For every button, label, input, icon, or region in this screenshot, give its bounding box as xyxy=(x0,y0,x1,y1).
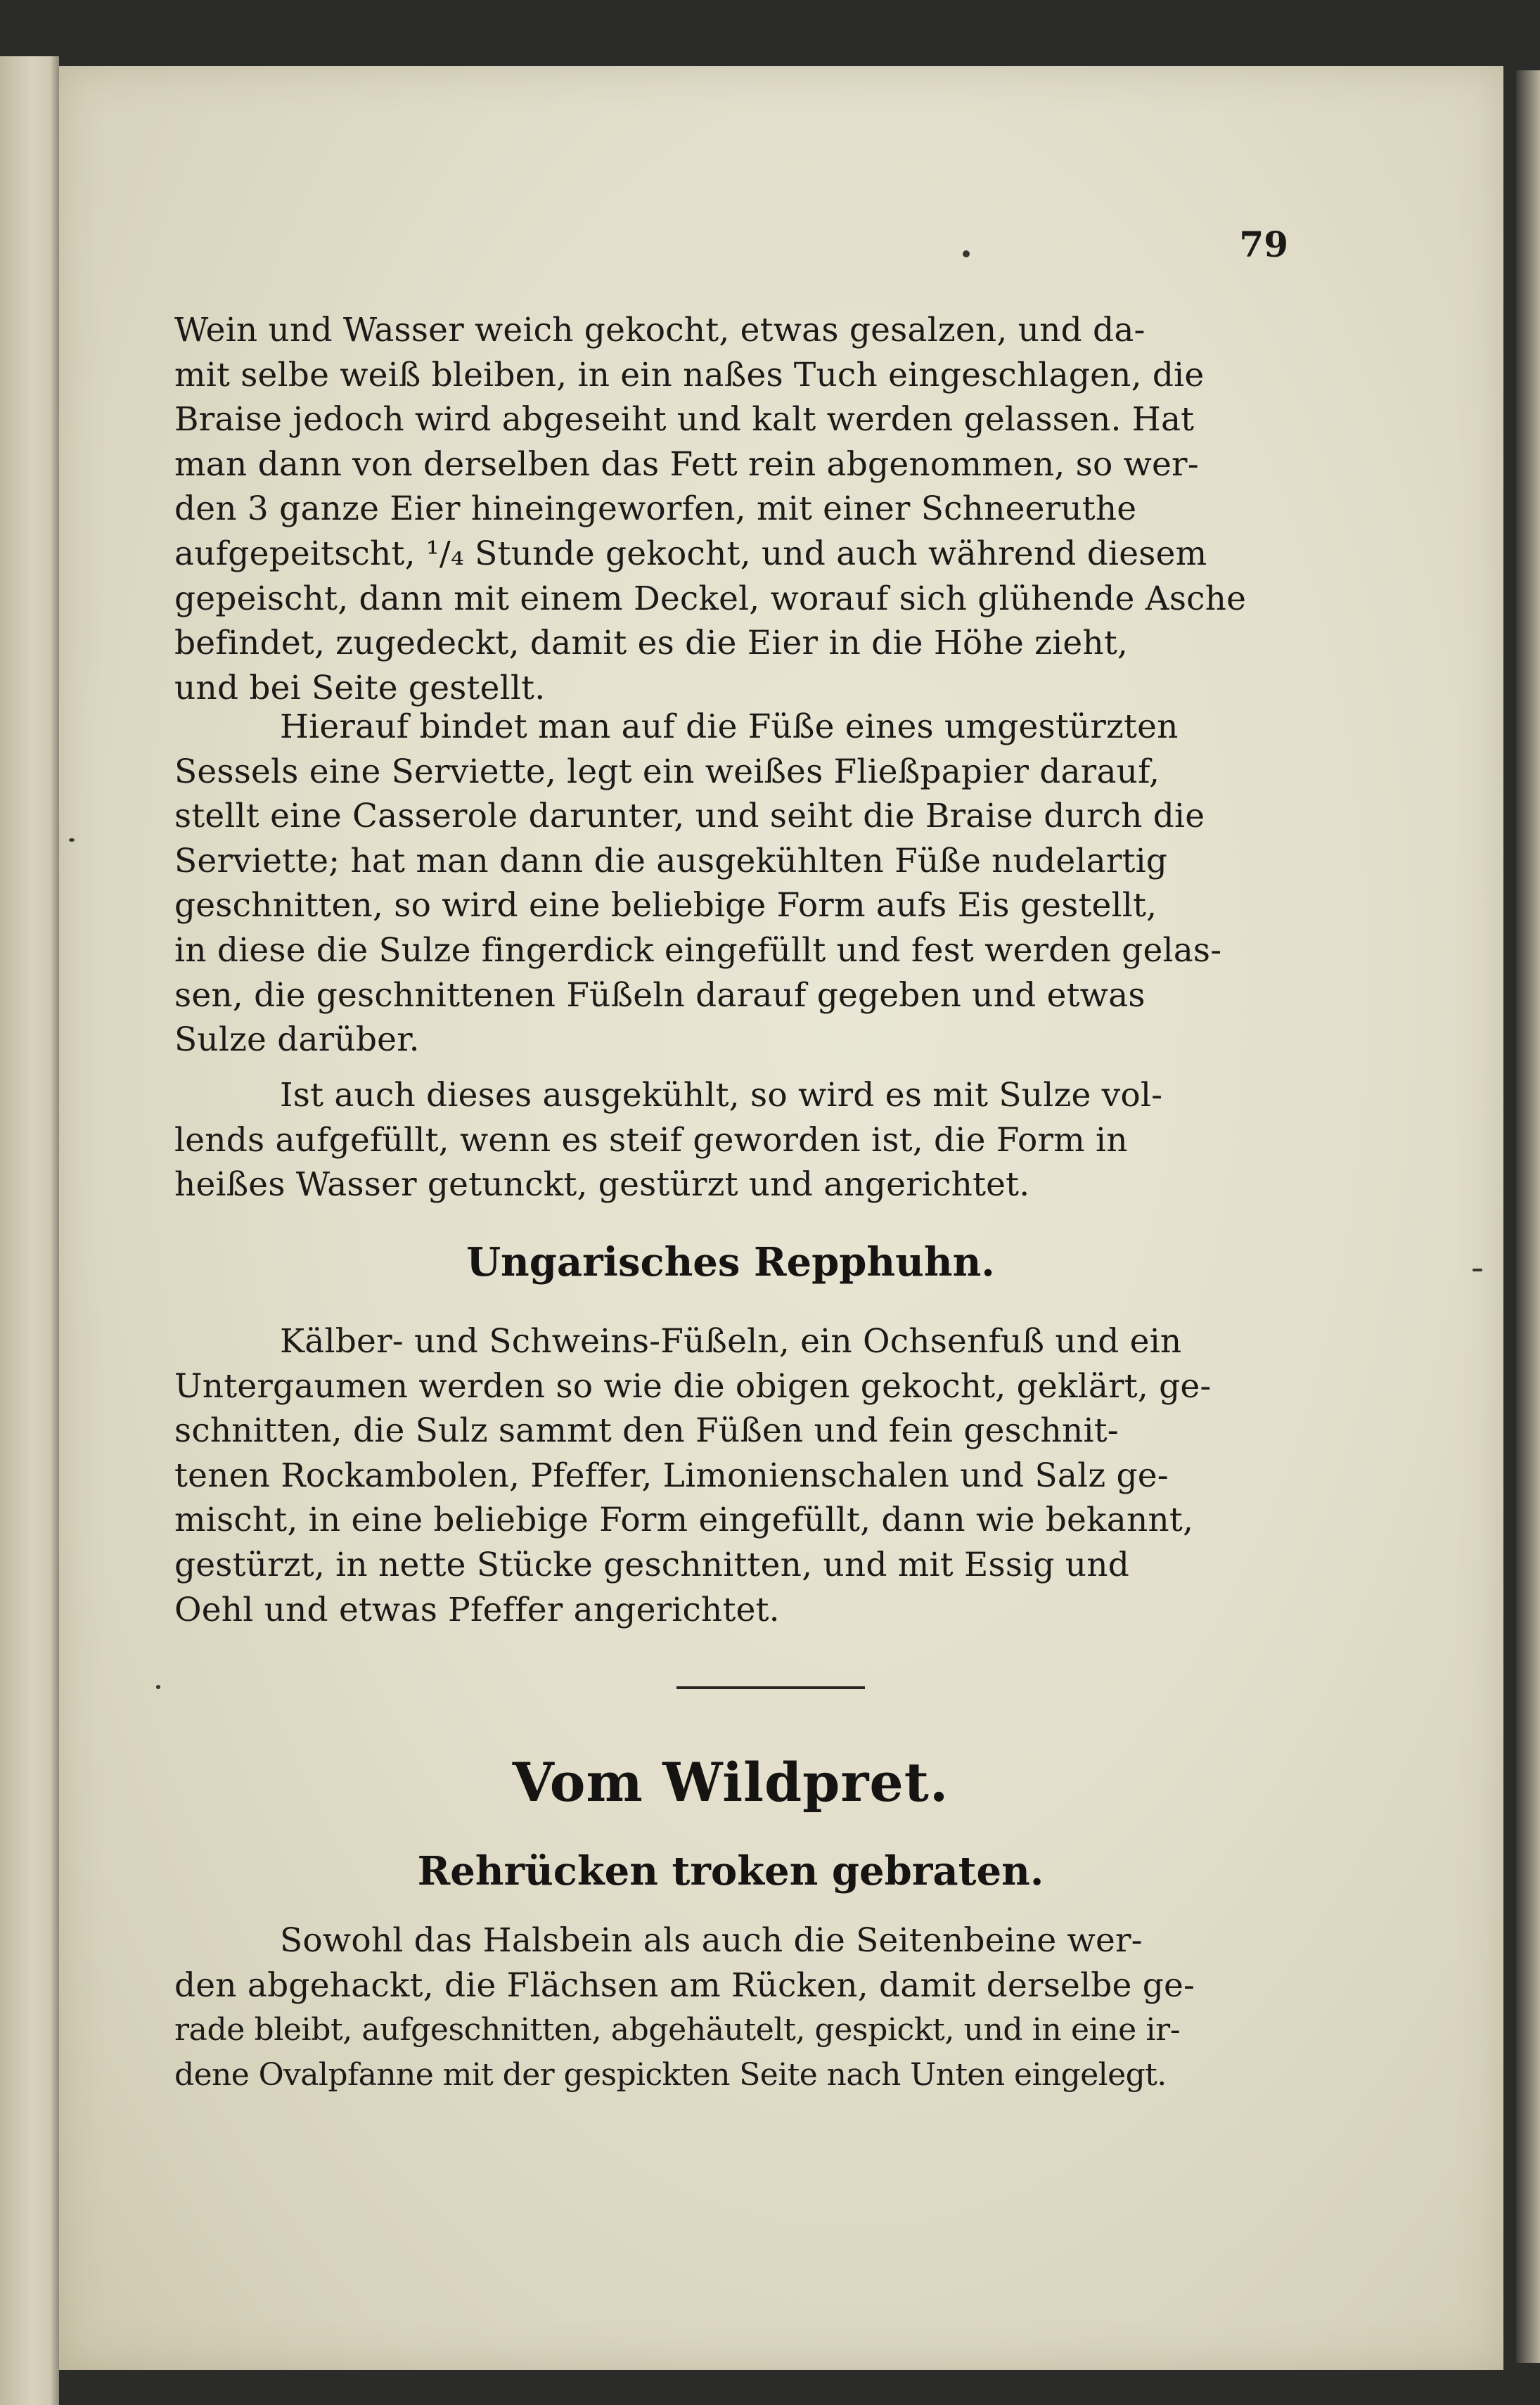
text-line: mit selbe weiß bleiben, in ein naßes Tuch eingeschlagen, die xyxy=(174,355,1205,395)
section-heading: Vom Wildpret. xyxy=(512,1751,949,1814)
paragraph-braise xyxy=(174,308,1287,710)
text-line: Sulze darüber. xyxy=(174,1020,420,1060)
paragraph-rehruecken xyxy=(174,1918,1287,2097)
text-line: Wein und Wasser weich gekocht, etwas gesalzen, und da- xyxy=(174,311,1146,349)
text-line: in diese die Sulze fingerdick eingefüllt und fest werden gelas- xyxy=(174,930,1222,970)
paragraph-repphuhn xyxy=(174,1319,1287,1632)
paper-speck xyxy=(1472,1269,1482,1271)
text-line: mischt, in eine beliebige Form eingefüllt, dann wie bekannt, xyxy=(174,1501,1194,1540)
paper-speck xyxy=(963,250,970,257)
facing-page-edge xyxy=(0,56,59,2405)
text-line: tenen Rockambolen, Pfeffer, Limonienschalen und Salz ge- xyxy=(174,1456,1169,1495)
text-line: befindet, zugedeckt, damit es die Eier in die Höhe zieht, xyxy=(174,624,1129,663)
text-line: stellt eine Casserole darunter, und seiht die Braise durch die xyxy=(174,797,1205,836)
text-line: schnitten, die Sulz sammt den Füßen und fein geschnit- xyxy=(174,1411,1119,1451)
text-line: Braise jedoch wird abgeseiht und kalt werden gelassen. Hat xyxy=(174,400,1195,440)
text-line: den abgehackt, die Flächsen am Rücken, damit derselbe ge- xyxy=(174,1965,1195,2005)
text-line: Untergaumen werden so wie die obigen gekocht, geklärt, ge- xyxy=(174,1366,1212,1406)
text-line: Kälber- und Schweins-Füßeln, ein Ochsenfuß und ein xyxy=(280,1322,1182,1361)
text-line: aufgepeitscht, ¹/₄ Stunde gekocht, und auch während diesem xyxy=(174,534,1207,573)
paper-speck xyxy=(69,838,75,842)
recipe-heading: Ungarisches Repphuhn. xyxy=(466,1239,995,1285)
recipe-heading: Rehrücken troken gebraten. xyxy=(417,1848,1044,1894)
text-line: geschnitten, so wird eine beliebige Form aufs Eis gestellt, xyxy=(174,886,1157,925)
text-line: man dann von derselben das Fett rein abgenommen, so wer- xyxy=(174,444,1199,484)
text-line: heißes Wasser getunckt, gestürzt und angerichtet. xyxy=(174,1165,1030,1205)
text-line: lends aufgefüllt, wenn es steif geworden ist, die Form in xyxy=(174,1120,1128,1160)
text-line: gestürzt, in nette Stücke geschnitten, und mit Essig und xyxy=(174,1545,1130,1584)
paragraph-serviette xyxy=(174,705,1287,1063)
text-line: rade bleibt, aufgeschnitten, abgehäutelt, gespickt, und in eine ir- xyxy=(174,2012,1181,2048)
text-line: gepeischt, dann mit einem Deckel, worauf sich glühende Asche xyxy=(174,579,1247,618)
section-divider xyxy=(676,1686,865,1689)
text-line: Sowohl das Halsbein als auch die Seitenbeine wer- xyxy=(280,1921,1143,1960)
text-line: Sessels eine Serviette, legt ein weißes Fließpapier darauf, xyxy=(174,752,1160,791)
page-edge-shadow xyxy=(1516,70,1540,2363)
text-line: Hierauf bindet man auf die Füße eines umgestürzten xyxy=(280,707,1179,746)
paragraph-sulze xyxy=(174,1073,1287,1207)
text-line: Oehl und etwas Pfeffer angerichtet. xyxy=(174,1590,780,1629)
text-line: dene Ovalpfanne mit der gespickten Seite nach Unten eingelegt. xyxy=(174,2056,1167,2093)
text-line: den 3 ganze Eier hineingeworfen, mit einer Schneeruthe xyxy=(174,489,1137,529)
paper-speck xyxy=(156,1685,160,1689)
text-line: Ist auch dieses ausgekühlt, so wird es mit Sulze vol- xyxy=(280,1076,1163,1115)
text-line: Serviette; hat man dann die ausgekühlten Füße nudelartig xyxy=(174,841,1168,880)
text-line: und bei Seite gestellt. xyxy=(174,668,546,707)
text-line: sen, die geschnittenen Füßeln darauf gegeben und etwas xyxy=(174,975,1146,1015)
page-number: 79 xyxy=(1239,224,1288,265)
